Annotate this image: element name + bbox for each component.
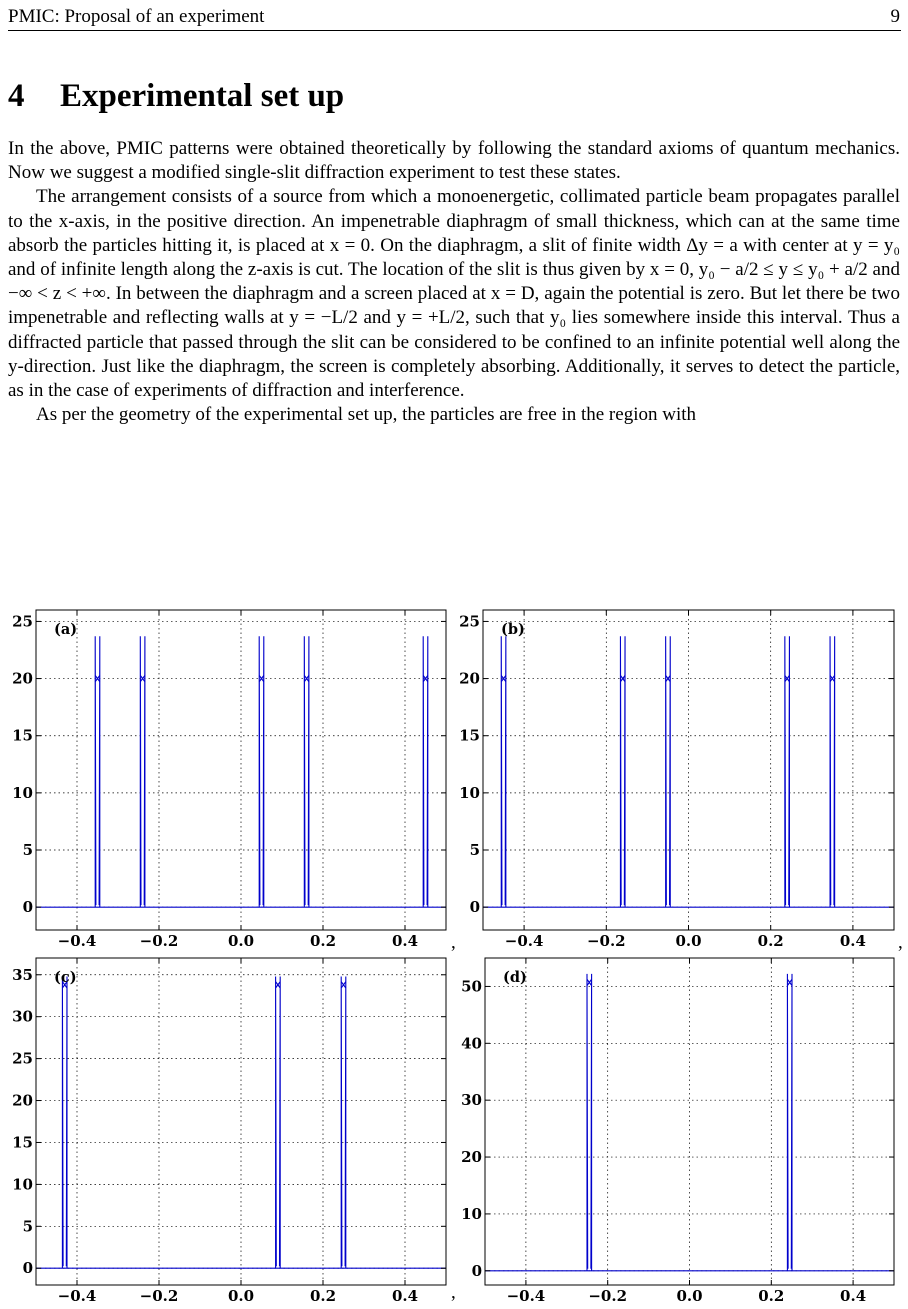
x-tick-label-4: 0.4 xyxy=(391,1287,419,1305)
y-tick-label-1: 5 xyxy=(22,1217,33,1236)
peak-marker-2 xyxy=(259,676,263,682)
x-tick-label-2: 0.0 xyxy=(675,932,702,950)
y-tick-label-0: 0 xyxy=(471,1261,482,1280)
y-tick-label-2: 10 xyxy=(459,783,480,802)
figure-separator-3: , xyxy=(451,1282,456,1303)
plot-frame xyxy=(36,610,446,930)
x-tick-label-1: −0.2 xyxy=(586,932,626,950)
panel-label: (c) xyxy=(54,969,77,986)
plot-d xyxy=(455,955,908,1307)
y-tick-label-5: 50 xyxy=(461,977,482,996)
x-tick-label-0: −0.4 xyxy=(506,1287,546,1305)
y-tick-label-4: 20 xyxy=(459,669,480,688)
body-text xyxy=(8,137,900,427)
x-tick-label-4: 0.4 xyxy=(840,1287,867,1305)
y-tick-label-1: 10 xyxy=(461,1204,482,1223)
peak-0 xyxy=(587,974,592,1271)
y-tick-label-3: 15 xyxy=(12,1133,33,1152)
y-tick-label-1: 5 xyxy=(469,841,480,859)
y-tick-label-5: 25 xyxy=(12,1049,33,1068)
peak-1 xyxy=(787,974,792,1271)
peak-marker-0 xyxy=(587,979,591,985)
y-tick-label-7: 35 xyxy=(12,965,33,984)
peak-marker-1 xyxy=(276,982,280,988)
plot-frame xyxy=(483,610,894,930)
y-tick-label-4: 40 xyxy=(461,1034,482,1053)
y-tick-label-6: 30 xyxy=(12,1007,33,1026)
plot-a xyxy=(0,610,455,948)
peak-marker-1 xyxy=(621,676,625,682)
y-tick-label-2: 10 xyxy=(12,783,33,802)
x-tick-label-3: 0.2 xyxy=(758,1287,785,1305)
section-number: 4 xyxy=(8,78,25,114)
x-tick-label-1: −0.2 xyxy=(588,1287,628,1305)
y-tick-label-0: 0 xyxy=(22,898,33,917)
section-heading xyxy=(8,76,344,116)
figure-panel-d xyxy=(455,955,908,1307)
x-tick-label-3: 0.2 xyxy=(309,1287,337,1305)
x-tick-label-1: −0.2 xyxy=(139,932,179,950)
figure-separator-2: , xyxy=(898,932,903,953)
y-tick-label-2: 20 xyxy=(461,1148,482,1167)
header-rule xyxy=(8,30,901,31)
paragraph-3: As per the geometry of the experimental set up, the particles are free in the region with xyxy=(36,404,696,426)
y-tick-label-0: 0 xyxy=(469,898,480,917)
y-tick-label-3: 15 xyxy=(459,726,480,745)
peak-marker-3 xyxy=(304,676,308,682)
panel-label: (d) xyxy=(503,969,527,986)
y-tick-label-3: 30 xyxy=(461,1091,482,1110)
peak-marker-2 xyxy=(666,676,670,682)
peak-1 xyxy=(276,976,281,1268)
x-tick-label-3: 0.2 xyxy=(309,932,337,950)
x-tick-label-0: −0.4 xyxy=(504,932,544,950)
x-tick-label-4: 0.4 xyxy=(839,932,866,950)
x-tick-label-0: −0.4 xyxy=(57,1287,97,1305)
page-number: 9 xyxy=(890,6,900,27)
panel-label: (a) xyxy=(54,621,78,638)
y-tick-label-5: 25 xyxy=(459,612,480,631)
y-tick-label-5: 25 xyxy=(12,612,33,631)
plot-c xyxy=(0,955,455,1307)
y-tick-label-4: 20 xyxy=(12,1091,33,1110)
peak-2 xyxy=(341,976,346,1268)
peak-0 xyxy=(62,976,67,1268)
plot-b xyxy=(455,610,908,948)
x-tick-label-3: 0.2 xyxy=(757,932,784,950)
x-tick-label-0: −0.4 xyxy=(57,932,97,950)
running-head-title: PMIC: Proposal of an experiment xyxy=(8,6,265,27)
x-tick-label-2: 0.0 xyxy=(676,1287,703,1305)
section-title: Experimental set up xyxy=(60,78,345,114)
x-tick-label-1: −0.2 xyxy=(139,1287,179,1305)
x-tick-label-2: 0.0 xyxy=(227,1287,255,1305)
paragraph-1: In the above, PMIC patterns were obtained theoretically by following the standard axioms of quantum mechanics. Now we suggest a modified single-slit diffraction experiment to test these states. xyxy=(8,138,900,184)
x-tick-label-4: 0.4 xyxy=(391,932,419,950)
peak-marker-1 xyxy=(788,979,792,985)
y-tick-label-4: 20 xyxy=(12,669,33,688)
paragraph-2: The arrangement consists of a source from which a monoenergetic, collimated particle beam propagates parallel to the x-axis, in the positive direction. An impenetrable diaphragm of small thickness, which can at the same time absorb the particles hitting it, is placed at x = 0. On the diaphragm, a slit of finite width Δy = a with center at y = y₀ and of infinite length along the z-axis is cut. The location of the slit is thus given by x = 0, y₀ − a/2 ≤ y ≤ y₀ + a/2 and −∞ < z < +∞. In between the diaphragm and a screen placed at x = D, again the potential is zero. But let there be two impenetrable and reflecting walls at y = −L/2 and y = +L/2, such that y₀ lies somewhere inside this interval. Thus a diffracted particle that passed through the slit can be considered to be confined to an infinite potential well along the y-direction. Just like the diaphragm, the screen is completely absorbing. Additionally, it serves to detect the particle, as in the case of experiments of diffraction and interference. xyxy=(8,186,900,402)
y-tick-label-2: 10 xyxy=(12,1175,33,1194)
running-head xyxy=(8,4,900,30)
y-tick-label-1: 5 xyxy=(22,841,33,859)
peak-marker-2 xyxy=(341,982,345,988)
figure-panel-c xyxy=(0,955,455,1307)
figure-panel-a xyxy=(0,610,455,948)
y-tick-label-0: 0 xyxy=(22,1259,33,1278)
y-tick-label-3: 15 xyxy=(12,726,33,745)
x-tick-label-2: 0.0 xyxy=(227,932,255,950)
figure-panel-b xyxy=(455,610,908,948)
figure-separator-1: , xyxy=(451,932,456,953)
panel-label: (b) xyxy=(501,621,525,638)
